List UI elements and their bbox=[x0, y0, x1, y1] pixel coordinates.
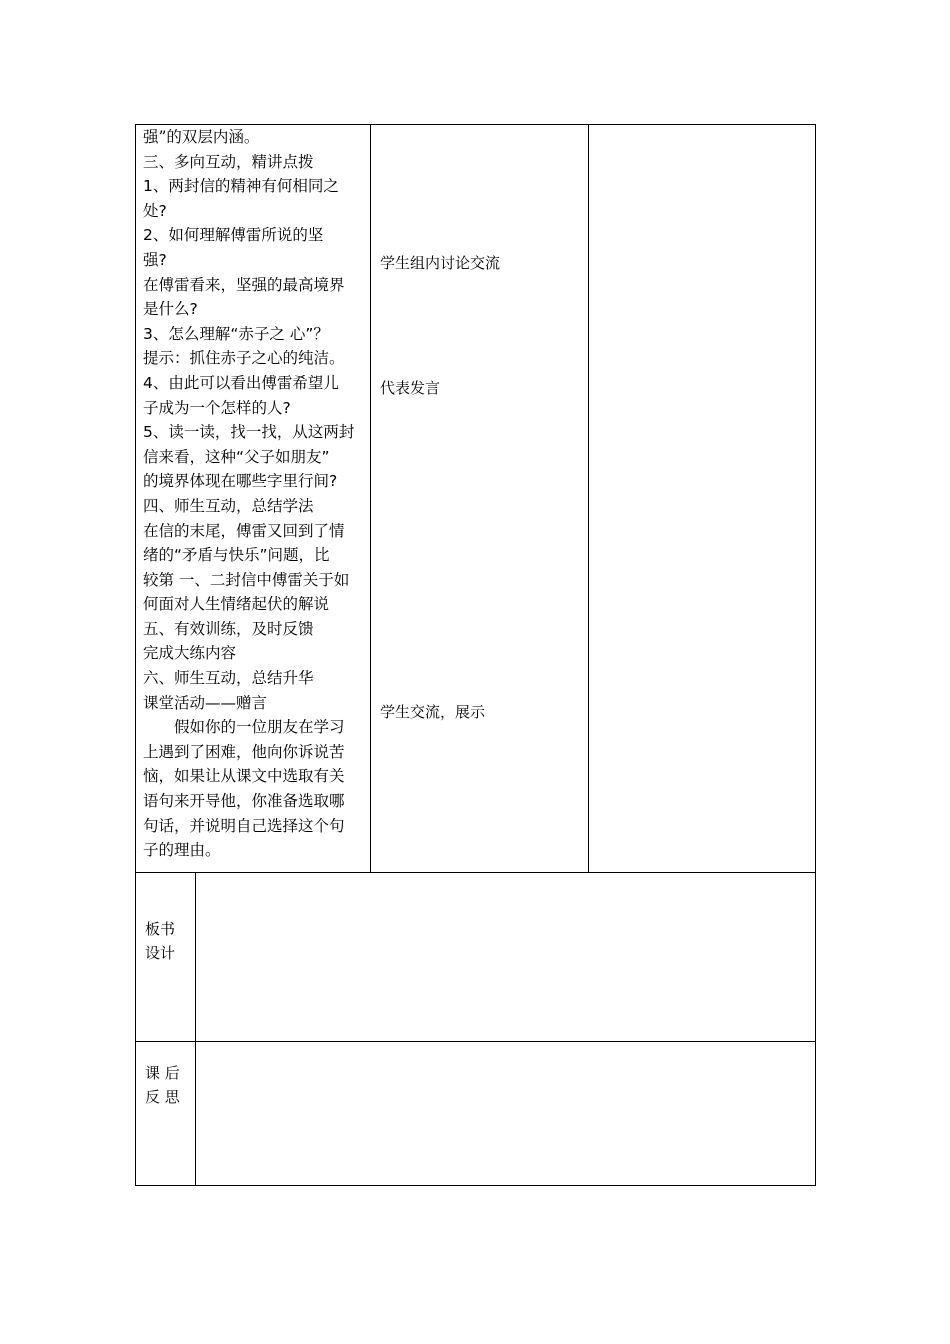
lesson-line: 处? bbox=[143, 201, 167, 220]
lesson-line: 课堂活动——赠言 bbox=[143, 693, 268, 712]
lesson-line: 2、如何理解傅雷所说的坚 bbox=[143, 226, 324, 245]
lesson-line: 语句来开导他，你准备选取哪 bbox=[143, 792, 345, 811]
lesson-line: 恼，如果让从课文中选取有关 bbox=[143, 767, 345, 786]
student-activity-discuss: 学生组内讨论交流 bbox=[380, 254, 501, 272]
lesson-line: 1、两封信的精神有何相同之 bbox=[143, 177, 339, 196]
lesson-line: 句话，并说明自己选择这个句 bbox=[143, 816, 345, 835]
reflection-label-line2: 反 思 bbox=[145, 1088, 180, 1106]
student-activity-exchange: 学生交流，展示 bbox=[380, 703, 486, 721]
lesson-line: 在傅雷看来，坚强的最高境界 bbox=[143, 275, 345, 294]
student-activity-present: 代表发言 bbox=[380, 379, 441, 397]
lesson-line: 信来看，这种“父子如朋友” bbox=[143, 447, 330, 466]
lesson-line: 提示：抓住赤子之心的纯洁。 bbox=[143, 349, 345, 368]
reflection-label-line1: 课 后 bbox=[145, 1064, 180, 1082]
lesson-line: 3、怎么理解“赤子之 心”？ bbox=[143, 324, 329, 343]
lesson-line: 4、由此可以看出傅雷希望儿 bbox=[143, 373, 339, 392]
board-design-row bbox=[135, 872, 816, 1042]
lesson-line: 上遇到了困难，他向你诉说苦 bbox=[143, 742, 345, 761]
lesson-line: 5、读一读，找一找，从这两封 bbox=[143, 423, 355, 442]
board-design-divider bbox=[195, 872, 196, 1042]
board-design-label-line1: 板书 bbox=[145, 920, 176, 938]
lesson-line: 强”的双层内涵。 bbox=[143, 128, 260, 146]
column-divider-2 bbox=[588, 124, 589, 873]
lesson-line: 的境界体现在哪些字里行间? bbox=[143, 472, 338, 491]
reflection-divider bbox=[195, 1041, 196, 1186]
reflection-row bbox=[135, 1041, 816, 1186]
lesson-content-column bbox=[143, 125, 368, 863]
lesson-line: 四、师生互动，总结学法 bbox=[143, 496, 314, 515]
lesson-line: 在信的末尾，傅雷又回到了情 bbox=[143, 521, 345, 540]
lesson-line: 绪的“矛盾与快乐”问题，比 bbox=[143, 546, 330, 565]
lesson-line: 较第 一、二封信中傅雷关于如 bbox=[143, 570, 350, 589]
lesson-line: 是什么? bbox=[143, 300, 198, 319]
lesson-line: 五、有效训练，及时反馈 bbox=[143, 619, 314, 638]
lesson-line: 何面对人生情绪起伏的解说 bbox=[143, 595, 330, 614]
lesson-line: 子成为一个怎样的人? bbox=[143, 398, 291, 417]
lesson-line: 假如你的一位朋友在学习 bbox=[174, 718, 345, 737]
lesson-line: 子的理由。 bbox=[143, 841, 221, 860]
lesson-line: 完成大练内容 bbox=[143, 644, 237, 663]
lesson-line: 三、多向互动，精讲点拨 bbox=[143, 152, 314, 171]
lesson-line: 六、师生互动，总结升华 bbox=[143, 669, 314, 688]
reflection-label bbox=[145, 1061, 180, 1109]
board-design-label-line2: 设计 bbox=[145, 944, 176, 962]
board-design-label bbox=[145, 917, 175, 965]
column-divider-1 bbox=[370, 124, 371, 873]
lesson-line: 强? bbox=[143, 250, 167, 269]
